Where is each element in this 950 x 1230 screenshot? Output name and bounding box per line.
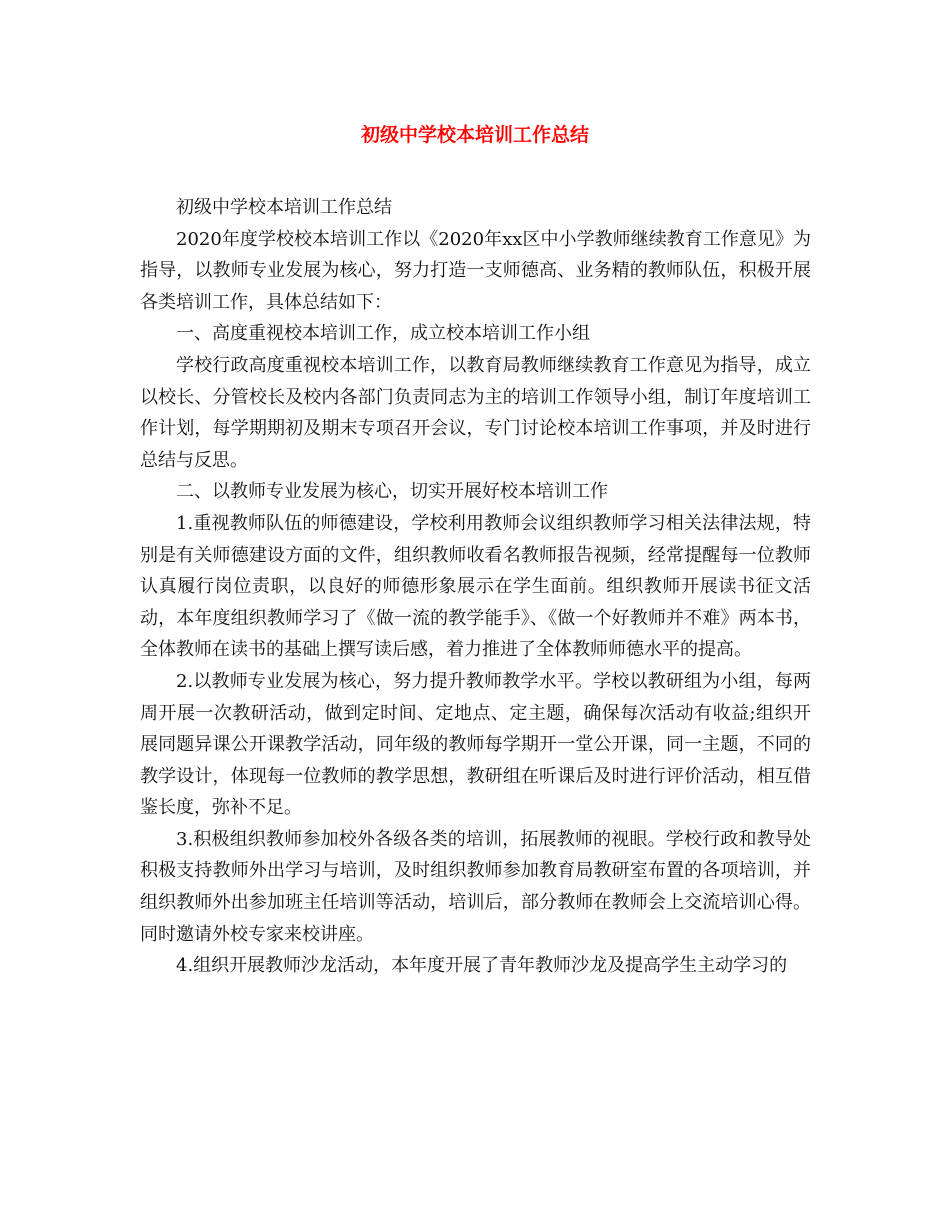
- section-heading-1: 一、高度重视校本培训工作，成立校本培训工作小组: [176, 323, 590, 345]
- section-heading-2: 二、以教师专业发展为核心，切实开展好校本培训工作: [176, 481, 608, 503]
- document-title: 初级中学校本培训工作总结: [360, 124, 589, 146]
- paragraph-item-1: 1.重视教师队伍的师德建设，学校利用教师会议组织教师学习相关法律法规，特别是有关师德建设方面的文件，组织教师收看名教师报告视频，经常提醒每一位教师认真履行岗位责职，以良好的师德形象展示在学生面前。组织教师开展读书征文活动，本年度组织教师学习了《做一流的教学能手》、《做一个好教师并不难》两本书，全体教师在读书的基础上撰写读后感，着力推进了全体教师师德水平的提高。: [140, 512, 811, 661]
- paragraph-section-1: 学校行政高度重视校本培训工作，以教育局教师继续教育工作意见为指导，成立以校长、分管校长及校内各部门负责同志为主的培训工作领导小组，制订年度培训工作计划，每学期期初及期末专项召开会议，专门讨论校本培训工作事项，并及时进行总结与反思。: [140, 354, 811, 471]
- paragraph-heading-repeat: 初级中学校本培训工作总结: [176, 197, 392, 218]
- paragraph-intro: 2020年度学校校本培训工作以《2020年xx区中小学教师继续教育工作意见》为指导，以教师专业发展为核心，努力打造一支师德高、业务精的教师队伍，积极开展各类培训工作，具体总结如下：: [140, 228, 811, 313]
- document-body: [140, 192, 811, 982]
- paragraph-item-4: 4.组织开展教师沙龙活动，本年度开展了青年教师沙龙及提高学生主动学习的: [176, 955, 788, 977]
- paragraph-item-2: 2.以教师专业发展为核心，努力提升教师教学水平。学校以教研组为小组，每两周开展一次教研活动，做到定时间、定地点、定主题，确保每次活动有收益;组织开展同题异课公开课教学活动，同年级的教师每学期开一堂公开课，同一主题，不同的教学设计，体现每一位教师的教学思想，教研组在听课后及时进行评价活动，相互借鉴长度，弥补不足。: [140, 670, 811, 819]
- paragraph-item-3: 3.积极组织教师参加校外各级各类的培训，拓展教师的视眼。学校行政和教导处积极支持教师外出学习与培训，及时组织教师参加教育局教研室布置的各项培训，并组织教师外出参加班主任培训等活动，培训后，部分教师在教师会上交流培训心得。同时邀请外校专家来校讲座。: [140, 828, 811, 945]
